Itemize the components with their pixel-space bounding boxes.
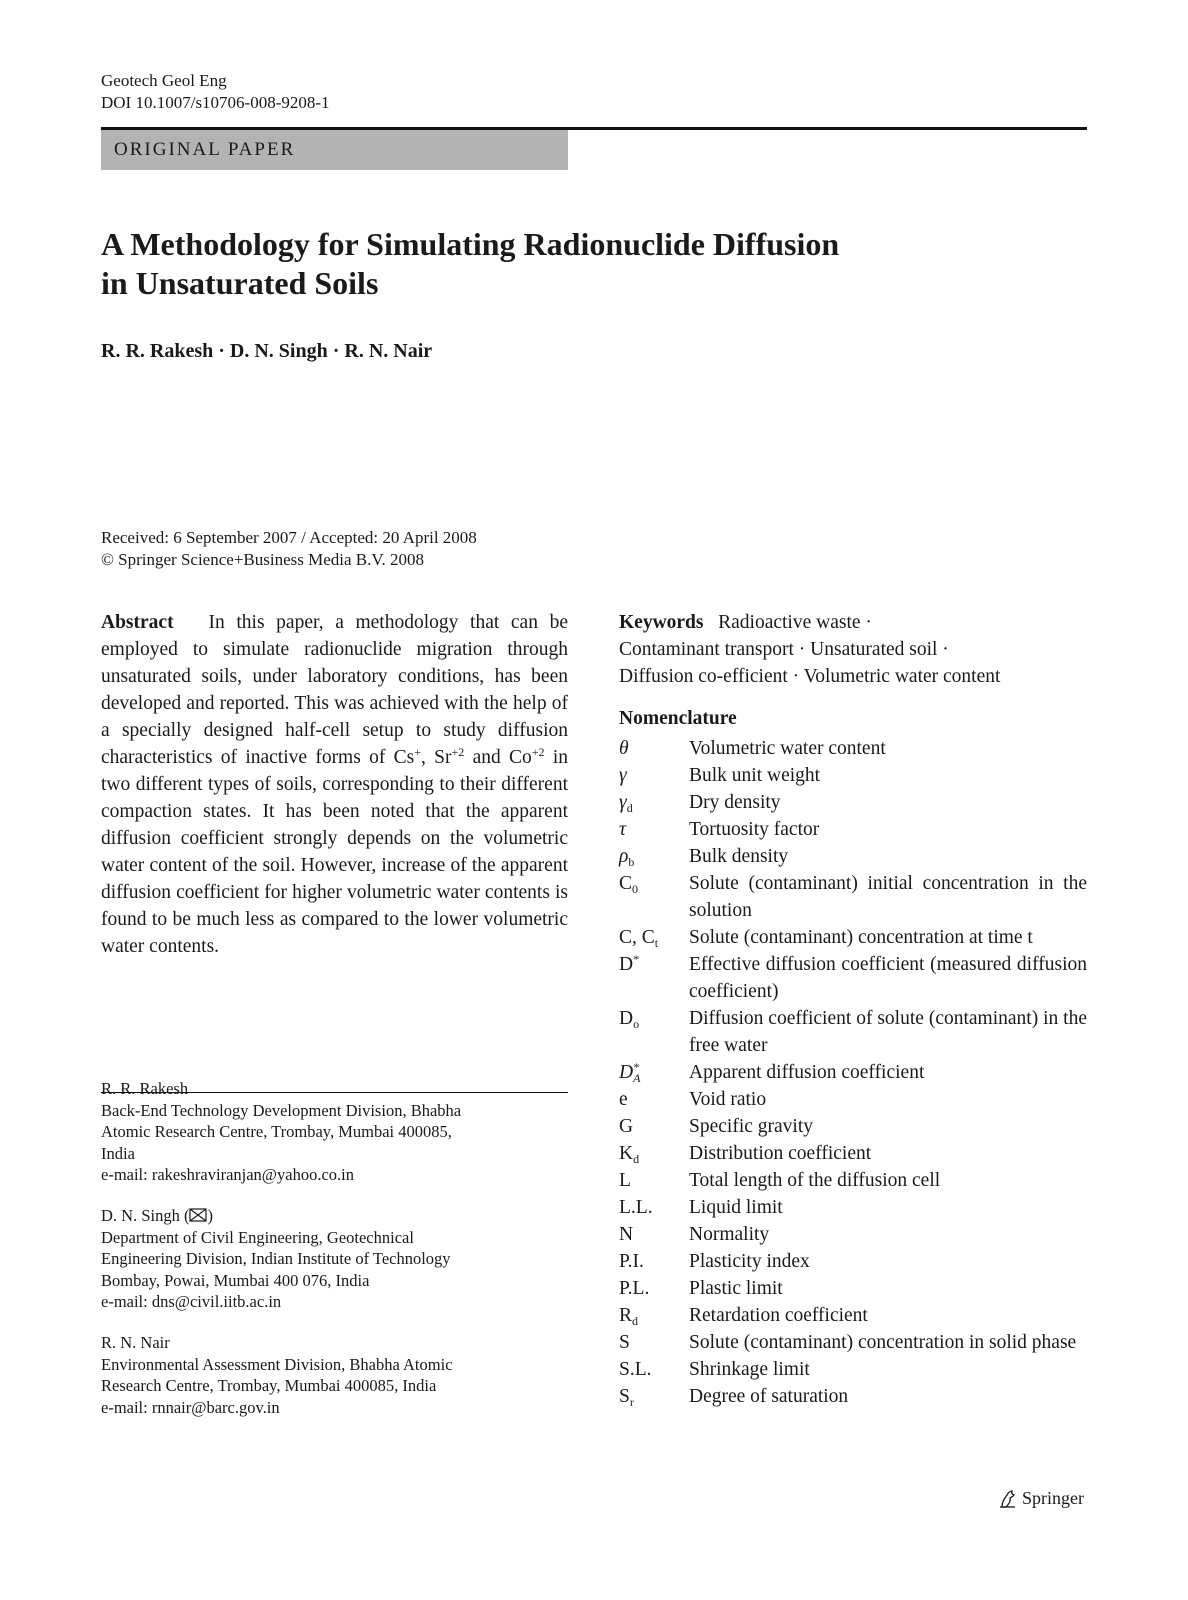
nomenclature-definition: Total length of the diffusion cell xyxy=(689,1170,941,1191)
nomenclature-row xyxy=(619,789,1087,816)
publisher-logo xyxy=(998,1488,1084,1509)
abstract-text-3: and Co xyxy=(464,747,532,768)
nomenclature-row xyxy=(619,924,1087,951)
springer-horse-icon xyxy=(998,1489,1018,1509)
nomenclature-row xyxy=(619,816,1087,843)
received-accepted: Received: 6 September 2007 / Accepted: 20 April 2008 xyxy=(101,528,477,547)
affiliation-line: Research Centre, Trombay, Mumbai 400085, India xyxy=(101,1376,437,1395)
nomenclature-row xyxy=(619,1356,1087,1383)
nomenclature-definition: Effective diffusion coefficient (measured diffusion coefficient) xyxy=(689,954,1087,1002)
nomenclature-definition: Normality xyxy=(689,1224,770,1245)
nomenclature-symbol: S.L. xyxy=(619,1359,652,1380)
nomenclature-row xyxy=(619,1140,1087,1167)
journal-doi: DOI 10.1007/s10706-008-9208-1 xyxy=(101,93,330,112)
nomenclature-symbol: $\gamma_d$ xyxy=(619,792,633,815)
title-line-1: A Methodology for Simulating Radionuclide Diffusion xyxy=(101,226,840,262)
affiliation-author-name: D. N. Singh ( ) xyxy=(101,1206,213,1225)
affiliation-line: Environmental Assessment Division, Bhabha Atomic xyxy=(101,1354,453,1374)
nomenclature-row xyxy=(619,843,1087,870)
abstract-heading: Abstract xyxy=(101,612,174,633)
nomenclature-definition: Plasticity index xyxy=(689,1251,810,1272)
journal-header xyxy=(101,70,330,114)
publication-dates xyxy=(101,527,477,571)
nomenclature-list xyxy=(619,735,1087,1410)
affiliation-2 xyxy=(101,1205,568,1313)
keywords-line-2: Contaminant transport · Unsaturated soil · xyxy=(619,639,949,660)
nomenclature-symbol: $K_d$ xyxy=(619,1143,640,1166)
nomenclature-heading: Nomenclature xyxy=(619,708,737,729)
affiliation-author-name: R. N. Nair xyxy=(101,1333,170,1352)
nomenclature-symbol: τ xyxy=(619,819,626,840)
abstract-sup-1: + xyxy=(414,745,421,759)
keywords-line-1: Radioactive waste · xyxy=(718,612,872,633)
affiliation-line: Engineering Division, Indian Institute of Technology xyxy=(101,1249,451,1268)
nomenclature-definition: Void ratio xyxy=(689,1089,767,1110)
nomenclature-row xyxy=(619,1059,1087,1086)
title-line-2: in Unsaturated Soils xyxy=(101,265,379,301)
nomenclature-symbol: $\rho_b$ xyxy=(619,846,635,869)
nomenclature-row xyxy=(619,1275,1087,1302)
affiliation-line: Department of Civil Engineering, Geotechnical xyxy=(101,1227,414,1247)
nomenclature-symbol: P.I. xyxy=(619,1251,644,1272)
nomenclature-definition: Dry density xyxy=(689,792,781,813)
nomenclature-symbol: $R_d$ xyxy=(619,1305,639,1328)
abstract-text-1: In this paper, a methodology that can be employed to simulate radionuclide migration through unsaturated soils, under laboratory conditions, has been developed and reported. This was achieved with the help of a specially designed half-cell setup to study diffusion characteristics of inactive forms of Cs xyxy=(101,612,568,768)
nomenclature-symbol: $D_o$ xyxy=(619,1008,640,1031)
affiliation-email[interactable]: e-mail: rakeshraviranjan@yahoo.co.in xyxy=(101,1165,354,1184)
nomenclature-row xyxy=(619,951,1087,1005)
abstract-sup-3: +2 xyxy=(531,745,545,759)
nomenclature-symbol: D* xyxy=(619,952,640,975)
affiliation-1 xyxy=(101,1078,568,1186)
article-type-label: ORIGINAL PAPER xyxy=(114,139,296,160)
nomenclature-row xyxy=(619,870,1087,924)
nomenclature-symbol: γ xyxy=(619,765,627,786)
nomenclature-definition: Liquid limit xyxy=(689,1197,783,1218)
nomenclature-symbol: $C_0$ xyxy=(619,873,639,896)
keywords-heading: Keywords xyxy=(619,612,704,633)
publisher-name: Springer xyxy=(1022,1488,1084,1508)
nomenclature-symbol: L.L. xyxy=(619,1197,653,1218)
nomenclature-definition: Shrinkage limit xyxy=(689,1359,810,1380)
keywords xyxy=(619,609,1089,690)
nomenclature-definition: Plastic limit xyxy=(689,1278,783,1299)
nomenclature-symbol: $D_A^*$ xyxy=(619,1060,641,1085)
affiliation-author-name: R. R. Rakesh xyxy=(101,1079,189,1098)
journal-name: Geotech Geol Eng xyxy=(101,71,227,90)
nomenclature-symbol: θ xyxy=(619,738,629,759)
nomenclature-symbol: N xyxy=(619,1224,634,1245)
paper-title xyxy=(101,225,1001,303)
nomenclature-definition: Solute (contaminant) initial concentration in the solution xyxy=(689,873,1087,921)
article-type-banner xyxy=(101,130,568,170)
nomenclature-definition: Degree of saturation xyxy=(689,1386,849,1407)
nomenclature-row xyxy=(619,1113,1087,1140)
nomenclature-symbol: P.L. xyxy=(619,1278,650,1299)
envelope-icon xyxy=(189,1208,207,1222)
nomenclature-definition: Tortuosity factor xyxy=(689,819,820,840)
nomenclature-definition: Specific gravity xyxy=(689,1116,813,1137)
abstract-text-4: in two different types of soils, corresponding to their different compaction states. It has been noted that the apparent diffusion coefficient strongly depends on the volumetric water content of the soil. However, increase of the apparent diffusion coefficient for higher volumetric water contents is found to be much less as compared to the lower volumetric water contents. xyxy=(101,747,568,957)
nomenclature-definition: Bulk density xyxy=(689,846,789,867)
abstract-text-2: , Sr xyxy=(421,747,452,768)
nomenclature-row xyxy=(619,1221,1087,1248)
nomenclature-symbol: L xyxy=(619,1170,631,1191)
nomenclature-definition: Distribution coefficient xyxy=(689,1143,872,1164)
nomenclature-row xyxy=(619,1248,1087,1275)
affiliation-email[interactable]: e-mail: rnnair@barc.gov.in xyxy=(101,1397,280,1417)
nomenclature-symbol: e xyxy=(619,1089,628,1110)
nomenclature-row xyxy=(619,1167,1087,1194)
abstract xyxy=(101,609,568,960)
affiliation-line: India xyxy=(101,1143,135,1163)
affiliation-line: Bombay, Powai, Mumbai 400 076, India xyxy=(101,1270,370,1290)
affiliation-3 xyxy=(101,1332,568,1418)
affiliation-line: Atomic Research Centre, Trombay, Mumbai 400085, xyxy=(101,1122,452,1141)
affiliation-line: Back-End Technology Development Division, Bhabha xyxy=(101,1100,462,1120)
nomenclature-symbol: G xyxy=(619,1116,634,1137)
nomenclature-definition: Solute (contaminant) concentration in solid phase xyxy=(689,1332,1077,1353)
nomenclature-definition: Diffusion coefficient of solute (contaminant) in the free water xyxy=(689,1008,1087,1056)
nomenclature-definition: Retardation coefficient xyxy=(689,1305,868,1326)
nomenclature-definition: Apparent diffusion coefficient xyxy=(689,1062,925,1083)
author-list: R. R. Rakesh · D. N. Singh · R. N. Nair xyxy=(101,340,433,362)
keywords-line-3: Diffusion co-efficient · Volumetric water content xyxy=(619,666,1001,687)
nomenclature-definition: Solute (contaminant) concentration at time t xyxy=(689,927,1033,948)
nomenclature-definition: Volumetric water content xyxy=(689,738,886,759)
affiliation-email[interactable]: e-mail: dns@civil.iitb.ac.in xyxy=(101,1292,282,1311)
nomenclature-symbol: S xyxy=(619,1332,630,1353)
nomenclature-row xyxy=(619,1005,1087,1059)
nomenclature-definition: Bulk unit weight xyxy=(689,765,821,786)
nomenclature-row xyxy=(619,1086,1087,1113)
copyright: © Springer Science+Business Media B.V. 2008 xyxy=(101,550,424,569)
nomenclature-row xyxy=(619,1383,1087,1410)
nomenclature-row xyxy=(619,762,1087,789)
abstract-sup-2: +2 xyxy=(451,745,465,759)
nomenclature-row xyxy=(619,735,1087,762)
nomenclature-row xyxy=(619,1302,1087,1329)
nomenclature-symbol: $S_r$ xyxy=(619,1386,634,1409)
nomenclature-symbol: C, $C_t$ xyxy=(619,927,659,950)
nomenclature-row xyxy=(619,1194,1087,1221)
nomenclature-row xyxy=(619,1329,1087,1356)
